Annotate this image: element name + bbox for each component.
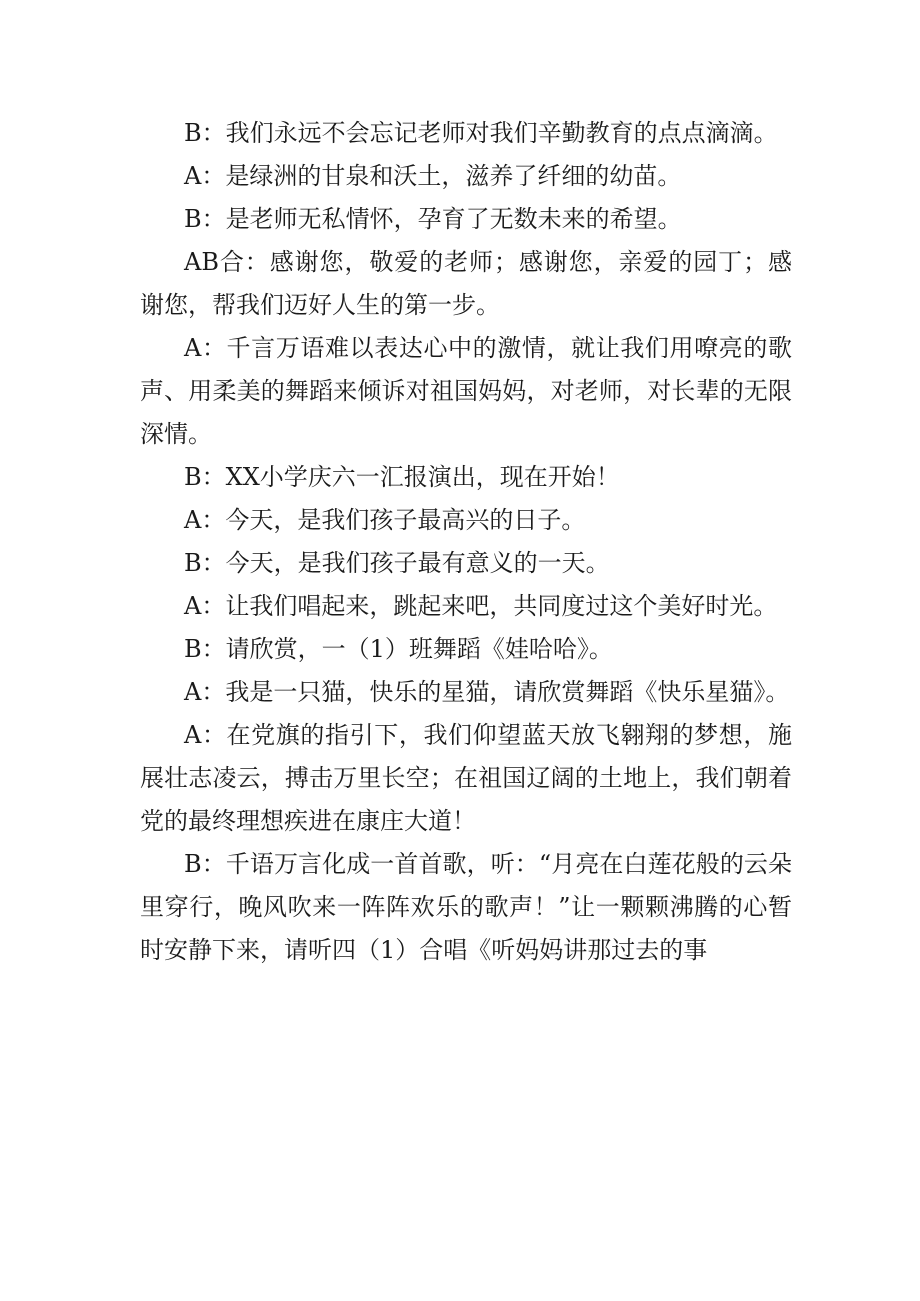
paragraph-8: B：今天，是我们孩子最有意义的一天。 <box>184 549 610 577</box>
paragraph-6: B：XX小学庆六一汇报演出，现在开始！ <box>184 463 620 491</box>
paragraph-7: A：今天，是我们孩子最高兴的日子。 <box>184 506 586 534</box>
paragraph-10: B：请欣赏，一（1）班舞蹈《娃哈哈》。 <box>184 635 613 663</box>
paragraph-4: AB合：感谢您，敬爱的老师；感谢您，亲爱的园丁；感谢您，帮我们迈好人生的第一步。 <box>140 248 792 319</box>
paragraph-1: B：我们永远不会忘记老师对我们辛勤教育的点点滴滴。 <box>184 119 778 147</box>
paragraph-12: A：在党旗的指引下，我们仰望蓝天放飞翱翔的梦想，施展壮志凌云，搏击万里长空；在祖国辽阔的土地上，我们朝着党的最终理想疾进在康庄大道！ <box>140 721 792 835</box>
paragraph-5: A：千言万语难以表达心中的激情，就让我们用嘹亮的歌声、用柔美的舞蹈来倾诉对祖国妈妈，对老师，对长辈的无限深情。 <box>140 334 792 448</box>
paragraph-3: B：是老师无私情怀，孕育了无数未来的希望。 <box>184 205 682 233</box>
paragraph-11: A：我是一只猫，快乐的星猫，请欣赏舞蹈《快乐星猫》。 <box>184 678 790 706</box>
paragraph-13: B：千语万言化成一首首歌，听：“月亮在白莲花般的云朵里穿行，晚风吹来一阵阵欢乐的歌声！”让一颗颗沸腾的心暂时安静下来，请听四（1）合唱《听妈妈讲那过去的事 <box>140 850 792 964</box>
document-body <box>140 112 792 972</box>
paragraph-9: A：让我们唱起来，跳起来吧，共同度过这个美好时光。 <box>184 592 778 620</box>
paragraph-2: A：是绿洲的甘泉和沃土，滋养了纤细的幼苗。 <box>184 162 682 190</box>
